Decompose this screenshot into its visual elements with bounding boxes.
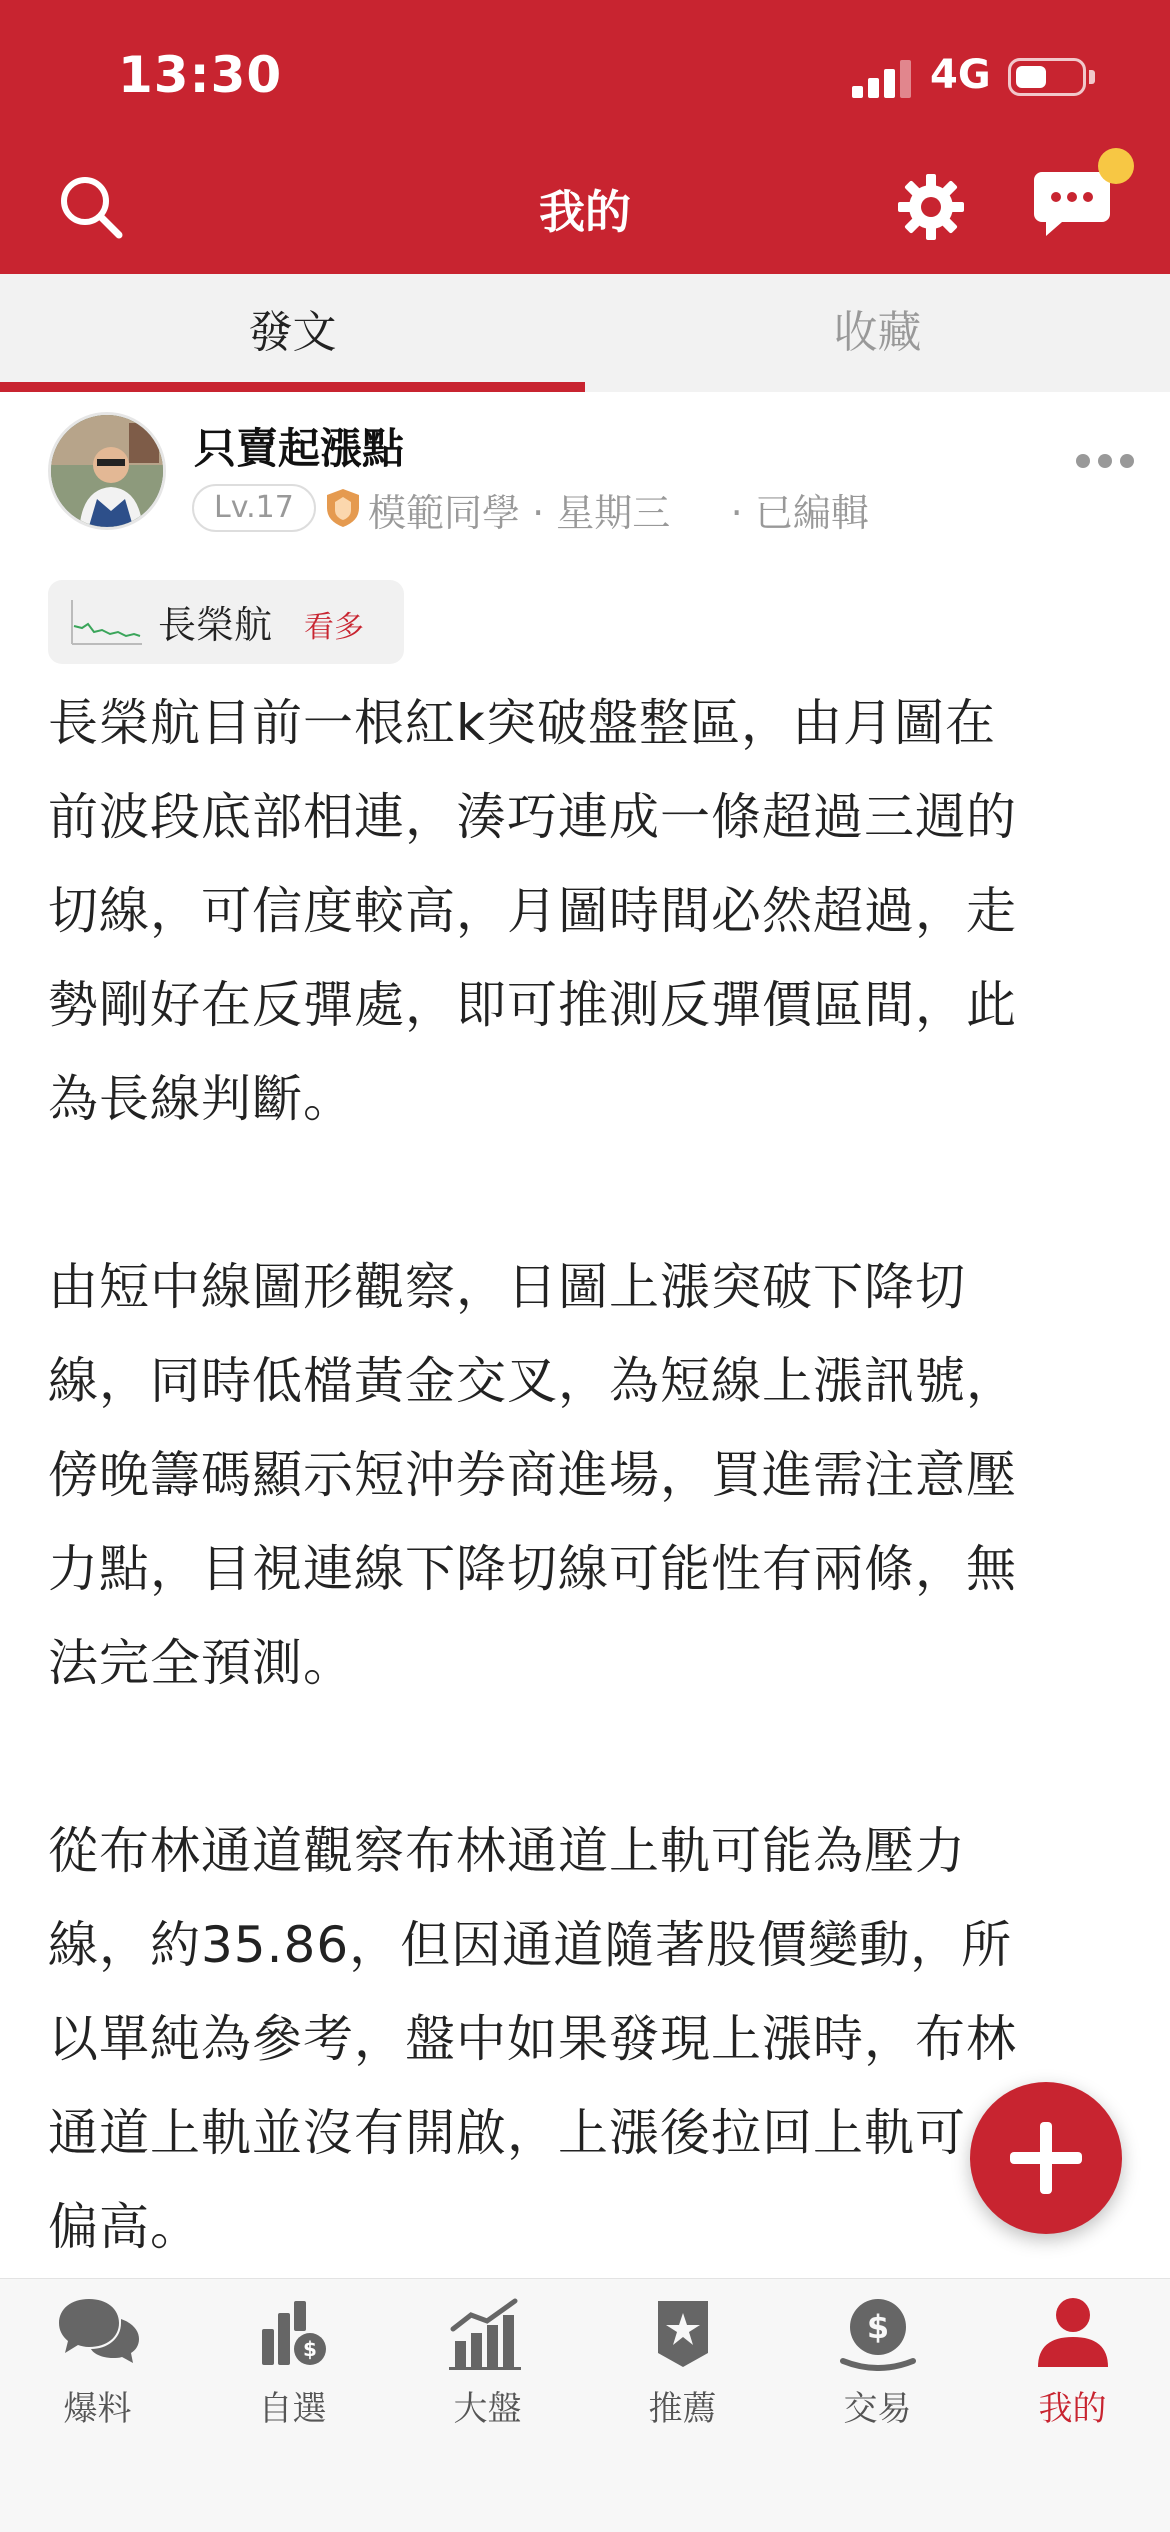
nav-label: 我的 [1038, 2389, 1107, 2429]
paragraph-line: 以單純為參考，盤中如果發現上漲時，布林 [48, 2010, 1017, 2068]
paragraph-line: 前波段底部相連，湊巧連成一條超過三週的 [48, 788, 1017, 846]
paragraph-line: 勢剛好在反彈處，即可推測反彈價區間，此 [48, 976, 1017, 1034]
dollar-coin-icon [835, 2295, 921, 2371]
author-name[interactable]: 只賣起漲點 [194, 424, 405, 473]
rank-title: 模範同學 [368, 491, 521, 535]
star-shield-icon [640, 2295, 726, 2371]
svg-text:$: $ [302, 2337, 317, 2361]
avatar[interactable] [48, 412, 166, 530]
paragraph-line: 偏高。 [48, 2198, 201, 2256]
paragraph-line: 力點，目視連線下降切線可能性有兩條，無 [48, 1540, 1017, 1598]
more-options-icon[interactable] [1076, 444, 1134, 474]
paragraph-line: 由短中線圖形觀察，日圖上漲突破下降切 [48, 1258, 966, 1316]
market-chart-icon [445, 2295, 531, 2371]
post-content [48, 676, 1128, 2274]
paragraph-line: 長榮航目前一根紅k突破盤整區，由月圖在 [48, 694, 996, 752]
edited-label: 已編輯 [754, 491, 869, 535]
post-day: 星期三 [556, 491, 671, 535]
app-header [0, 0, 1170, 274]
post-header [0, 392, 1170, 562]
bottom-nav [0, 2278, 1170, 2532]
profile-tabs [0, 274, 1170, 392]
nav-label: 推薦 [648, 2389, 717, 2429]
paragraph-line: 從布林通道觀察布林通道上軌可能為壓力 [48, 1822, 966, 1880]
paragraph-line: 傍晚籌碼顯示短沖券商進場，買進需注意壓 [48, 1446, 1017, 1504]
paragraph-line: 為長線判斷。 [48, 1070, 354, 1128]
nav-item-recommend[interactable] [585, 2295, 780, 2475]
mini-chart-icon [70, 598, 142, 646]
tab-posts[interactable]: 發文 [248, 307, 337, 358]
nav-label: 交易 [843, 2389, 912, 2429]
nav-item-discuss[interactable] [0, 2295, 195, 2475]
paragraph-line: 法完全預測。 [48, 1634, 354, 1692]
status-time: 13:30 [118, 46, 283, 104]
svg-text:$: $ [866, 2308, 889, 2346]
post-meta: 模範同學 · 星期三 · 已編輯 [368, 491, 869, 535]
level-badge: Lv.17 [192, 484, 316, 532]
add-post-button[interactable] [970, 2082, 1122, 2234]
active-tab-indicator [0, 382, 585, 392]
stock-tag[interactable] [48, 580, 404, 664]
watchlist-icon [250, 2295, 336, 2371]
nav-label: 大盤 [453, 2389, 522, 2429]
nav-item-trade[interactable] [780, 2295, 975, 2475]
paragraph-line: 線，約35.86，但因通道隨著股價變動，所 [48, 1916, 1013, 1974]
gear-icon[interactable] [896, 172, 966, 242]
nav-label: 自選 [258, 2389, 327, 2429]
page-title: 我的 [539, 185, 631, 239]
nav-item-me[interactable] [975, 2295, 1170, 2475]
tab-saved[interactable]: 收藏 [833, 307, 922, 358]
stock-name: 長榮航 [158, 603, 273, 647]
network-type: 4G [930, 52, 991, 98]
sentiment-label: 看多 [304, 610, 364, 645]
rank-badge-icon [326, 488, 360, 528]
notification-dot [1098, 148, 1134, 184]
nav-label: 爆料 [63, 2389, 132, 2429]
paragraph-line: 通道上軌並沒有開啟，上漲後拉回上軌可 [48, 2104, 966, 2162]
cellular-signal-icon [852, 58, 916, 98]
nav-item-watchlist[interactable] [195, 2295, 390, 2475]
chat-bubbles-icon [55, 2295, 141, 2371]
battery-icon [1008, 58, 1086, 96]
person-icon [1030, 2295, 1116, 2371]
message-icon[interactable] [1032, 168, 1112, 240]
nav-item-market[interactable] [390, 2295, 585, 2475]
paragraph-line: 切線，可信度較高，月圖時間必然超過，走 [48, 882, 1017, 940]
paragraph-line: 線，同時低檔黃金交叉，為短線上漲訊號， [48, 1352, 1017, 1410]
